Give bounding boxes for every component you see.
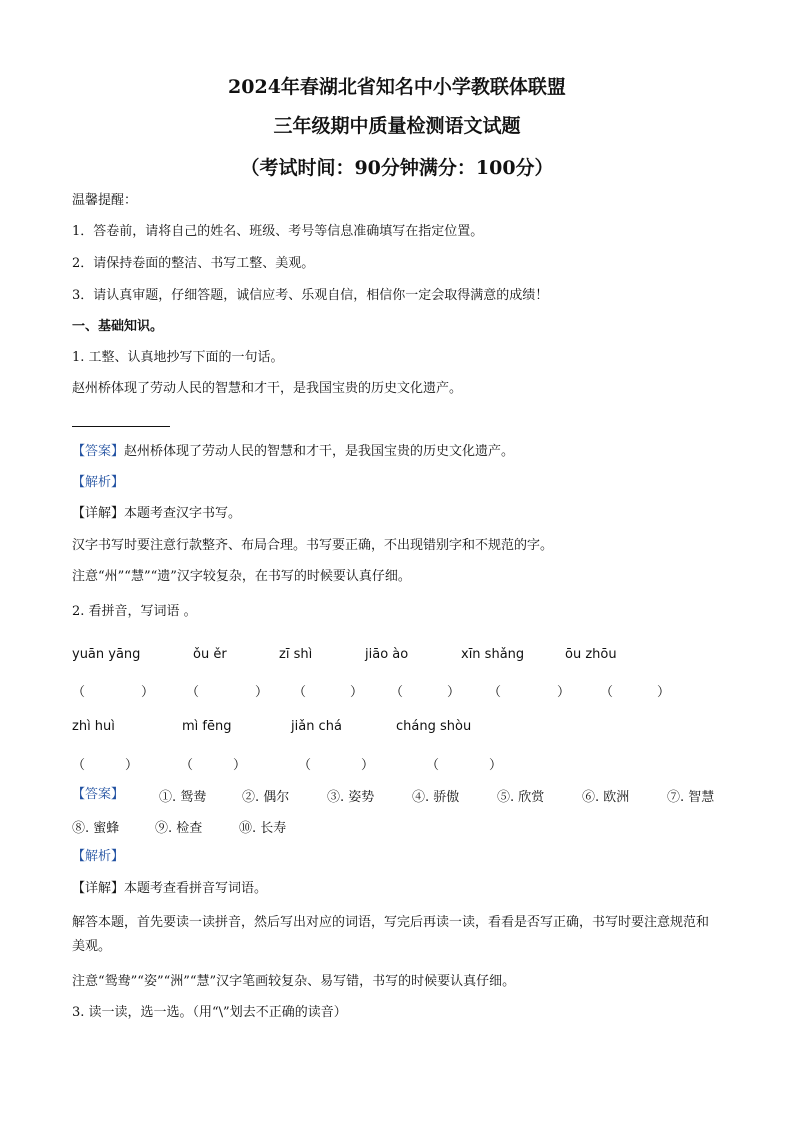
answer-item: ④. 骄傲: [412, 790, 460, 805]
answer-blank[interactable]: （ ）: [600, 685, 671, 700]
answer-item: ③. 姿势: [327, 790, 375, 805]
detail-tag: 【详解】: [72, 506, 125, 521]
q2-prompt: 2. 看拼音，写词语 。: [72, 604, 197, 619]
answer-item: ⑧. 蜜蜂: [72, 821, 120, 836]
answer-blank[interactable]: （ ）: [298, 758, 375, 773]
tip-item-3: 3．请认真审题，仔细答题，诚信应考、乐观自信，相信你一定会取得满意的成绩！: [72, 288, 549, 303]
answer-blank[interactable]: （ ）: [426, 758, 503, 773]
answer-blank[interactable]: （ ）: [180, 758, 247, 773]
pinyin-item: jiǎn chá: [291, 719, 342, 734]
pinyin-item: xīn shǎng: [461, 647, 525, 662]
answer-blank[interactable]: （ ）: [72, 685, 155, 700]
q1-explanation-1: 汉字书写时要注意行款整齐、布局合理。书写要正确，不出现错别字和不规范的字。: [72, 538, 554, 553]
q1-detail-row: [72, 505, 241, 523]
pinyin-item: ōu zhōu: [565, 647, 617, 662]
q2-detail-text: 本题考查看拼音写词语。: [124, 881, 268, 896]
exam-title: 2024年春湖北省知名中小学教联体联盟: [228, 76, 566, 98]
answer-tag: 【答案】: [72, 787, 125, 802]
answer-item: ②. 偶尔: [242, 790, 290, 805]
tip-item-2: 2．请保持卷面的整洁、书写工整、美观。: [72, 256, 315, 271]
answer-tag: 【答案】: [72, 444, 125, 459]
q1-answer-text: 赵州桥体现了劳动人民的智慧和才干，是我国宝贵的历史文化遗产。: [124, 444, 515, 459]
detail-tag: 【详解】: [72, 881, 125, 896]
q1-sentence: 赵州桥体现了劳动人民的智慧和才干，是我国宝贵的历史文化遗产。: [72, 381, 463, 396]
tips-heading: 温馨提醒：: [72, 193, 138, 208]
answer-item: ⑥. 欧洲: [582, 790, 630, 805]
pinyin-item: ǒu ěr: [193, 647, 227, 662]
exam-time-info: （考试时间：90分钟满分：100分）: [240, 157, 554, 179]
q3-prompt: 3. 读一读，选一选。（用“\”划去不正确的读音）: [72, 1005, 347, 1020]
tip-item-1: 1．答卷前，请将自己的姓名、班级、考号等信息准确填写在指定位置。: [72, 224, 484, 239]
q2-explanation-1: 解答本题，首先要读一读拼音，然后写出对应的词语，写完后再读一读，看看是否写正确，书写时要注意规范和美观。: [72, 915, 710, 954]
analysis-tag: 【解析】: [72, 849, 125, 864]
answer-item: ⑦. 智慧: [667, 790, 715, 805]
q2-detail-row: [72, 880, 267, 898]
q1-detail-text: 本题考查汉字书写。: [124, 506, 242, 521]
q1-answer-row: [72, 443, 514, 461]
analysis-tag: 【解析】: [72, 475, 125, 490]
answer-blank[interactable]: （ ）: [72, 758, 139, 773]
pinyin-item: cháng shòu: [396, 719, 472, 734]
answer-item: ①. 鸳鸯: [159, 790, 207, 805]
answer-blank[interactable]: （ ）: [186, 685, 269, 700]
pinyin-item: yuān yāng: [72, 647, 141, 662]
q1-prompt: 1. 工整、认真地抄写下面的一句话。: [72, 350, 284, 365]
answer-item: ⑤. 欣赏: [497, 790, 545, 805]
answer-blank[interactable]: （ ）: [293, 685, 364, 700]
exam-subtitle: 三年级期中质量检测语文试题: [273, 115, 521, 137]
answer-item: ⑩. 长寿: [239, 821, 287, 836]
answer-blank[interactable]: （ ）: [390, 685, 461, 700]
q2-explanation-2: 注意“鸳鸯”“姿”“洲”“慧”汉字笔画较复杂、易写错，书写的时候要认真仔细。: [72, 974, 516, 989]
pinyin-item: zī shì: [279, 647, 313, 662]
pinyin-item: mì fēng: [182, 719, 232, 734]
answer-blank[interactable]: （ ）: [488, 685, 571, 700]
pinyin-item: jiāo ào: [365, 647, 409, 662]
pinyin-item: zhì huì: [72, 719, 115, 734]
q1-answer-line: [72, 426, 170, 427]
q1-explanation-2: 注意“州”“慧”“遗”汉字较复杂，在书写的时候要认真仔细。: [72, 569, 411, 584]
section-heading: 一、基础知识。: [72, 319, 164, 334]
answer-item: ⑨. 检查: [155, 821, 203, 836]
